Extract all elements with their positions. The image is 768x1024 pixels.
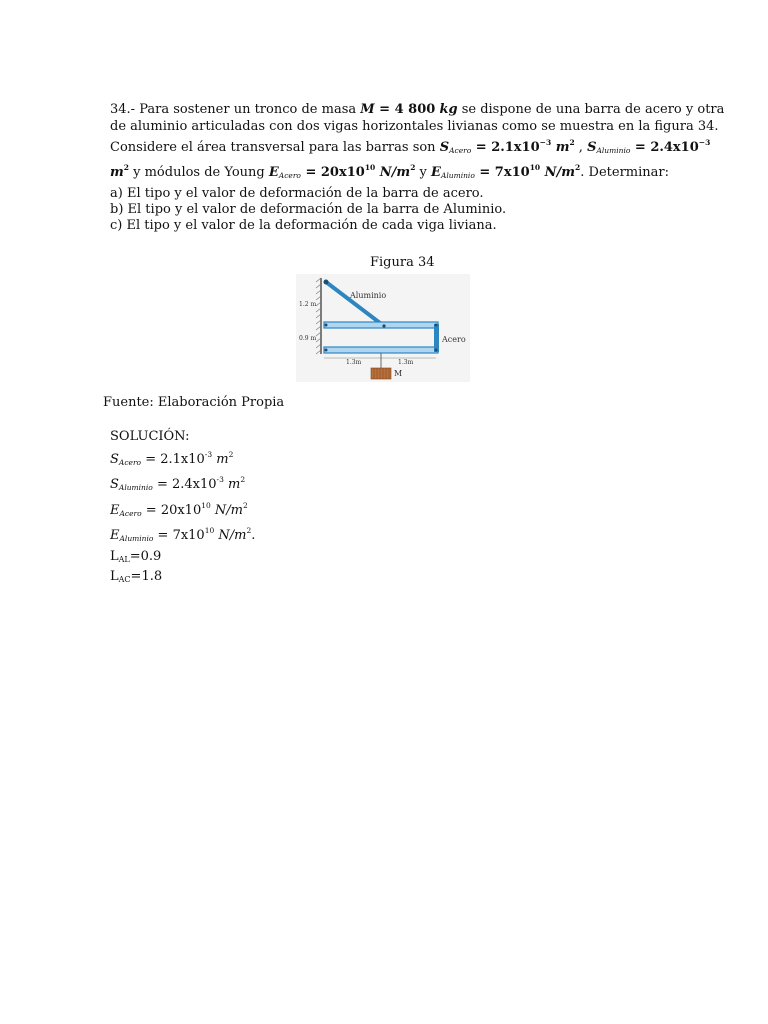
solution-value: = 2.4x10 bbox=[152, 477, 217, 492]
young-steel-unit: N/m bbox=[375, 164, 411, 180]
mass-unit: kg bbox=[439, 102, 458, 117]
solution-exponent: 10 bbox=[204, 526, 215, 535]
questions-list bbox=[110, 186, 506, 234]
solution-block bbox=[110, 428, 255, 589]
problem-text: 34.- Para sostener un tronco de masa bbox=[110, 102, 361, 117]
young-steel-exponent: 10 bbox=[364, 162, 376, 172]
solution-value: =1.8 bbox=[130, 569, 163, 584]
solution-exponent: -3 bbox=[204, 449, 213, 459]
solution-variable: E bbox=[110, 528, 120, 543]
solution-variable: L bbox=[110, 569, 119, 584]
solution-subscript: AC bbox=[118, 575, 131, 584]
question-b: b) El tipo y el valor de deformación de la barra de Aluminio. bbox=[110, 202, 507, 217]
solution-exponent: -3 bbox=[216, 475, 224, 484]
problem-text: y bbox=[415, 164, 432, 180]
solution-unit: m bbox=[223, 477, 241, 492]
solution-text: . bbox=[251, 528, 256, 543]
pin-joint bbox=[325, 324, 328, 327]
area-steel-variable: S bbox=[439, 140, 450, 155]
young-aluminum-subscript: Aluminio bbox=[440, 170, 475, 180]
pin-joint bbox=[325, 349, 328, 352]
separator: , bbox=[574, 140, 588, 155]
problem-text: y módulos de Young bbox=[128, 164, 269, 180]
problem-line-2: de aluminio articuladas con dos vigas horizontales livianas como se muestra en la figura 34. bbox=[110, 118, 719, 134]
solution-exponent: 10 bbox=[201, 500, 211, 510]
problem-statement bbox=[110, 102, 724, 184]
area-steel-unit: m bbox=[551, 140, 570, 155]
young-aluminum-value: = 7x10 bbox=[474, 164, 530, 180]
young-aluminum-exponent: 10 bbox=[529, 162, 541, 172]
young-steel-subscript: Acero bbox=[278, 170, 301, 180]
problem-line-4 bbox=[110, 160, 724, 185]
solution-value: = 7x10 bbox=[153, 528, 205, 543]
mass-value: 4 800 bbox=[394, 102, 436, 117]
dim-top: 1.2 m bbox=[299, 301, 317, 308]
solution-subscript: AL bbox=[118, 554, 130, 564]
area-aluminum-value: = 2.4x10 bbox=[630, 140, 699, 155]
solution-unit-exponent: 2 bbox=[243, 500, 248, 510]
mass-variable: M bbox=[360, 102, 375, 117]
solution-subscript: Aluminio bbox=[118, 483, 153, 492]
solution-unit-exponent: 2 bbox=[228, 449, 234, 459]
young-steel-value: = 20x10 bbox=[300, 164, 365, 180]
problem-text: Considere el área transversal para las barras son bbox=[110, 140, 440, 155]
pin-joint bbox=[382, 324, 385, 327]
area-steel-subscript: Acero bbox=[449, 146, 472, 155]
question-c: c) El tipo y el valor de la deformación de cada viga liviana. bbox=[110, 218, 497, 233]
area-aluminum-subscript: Aluminio bbox=[596, 146, 631, 155]
area-aluminum-unit-exponent: 2 bbox=[123, 162, 129, 172]
solution-value: = 2.1x10 bbox=[141, 451, 205, 467]
problem-line-3 bbox=[110, 135, 724, 160]
area-steel-unit-exponent: 2 bbox=[569, 138, 575, 147]
solution-line-3 bbox=[110, 497, 255, 523]
dim-right: 1.3m bbox=[398, 359, 414, 366]
solution-line-4 bbox=[110, 522, 255, 548]
solution-unit: N/m bbox=[214, 528, 247, 543]
solution-heading: SOLUCIÓN: bbox=[110, 429, 190, 444]
dim-bottom: 0.9 m bbox=[299, 335, 317, 342]
solution-variable: L bbox=[110, 548, 119, 564]
question-a: a) El tipo y el valor de deformación de la barra de acero. bbox=[110, 186, 484, 201]
solution-unit-exponent: 2 bbox=[240, 475, 246, 484]
solution-line-1 bbox=[110, 446, 255, 472]
area-aluminum-exponent: −3 bbox=[698, 138, 711, 147]
solution-unit-exponent: 2 bbox=[246, 526, 252, 535]
source-note: Fuente: Elaboración Propia bbox=[103, 395, 285, 410]
problem-text: se dispone de una barra de acero y otra bbox=[457, 102, 725, 117]
solution-unit: m bbox=[212, 451, 229, 467]
solution-value: = 20x10 bbox=[141, 502, 202, 518]
solution-variable: S bbox=[110, 451, 119, 467]
solution-line-2 bbox=[110, 471, 255, 497]
problem-text: . Determinar: bbox=[580, 164, 669, 180]
problem-line-1 bbox=[110, 102, 724, 119]
solution-subscript: Aluminio bbox=[119, 534, 154, 543]
upper-beam bbox=[324, 322, 438, 328]
area-steel-value: = 2.1x10 bbox=[471, 140, 540, 155]
lower-beam bbox=[324, 347, 438, 353]
solution-value: =0.9 bbox=[129, 548, 162, 564]
pin-joint bbox=[435, 324, 438, 327]
solution-line-6 bbox=[110, 568, 255, 589]
pin-joint bbox=[324, 280, 329, 285]
young-aluminum-unit-exponent: 2 bbox=[575, 162, 581, 172]
solution-subscript: Acero bbox=[119, 508, 142, 518]
label-aluminum: Aluminio bbox=[350, 291, 387, 300]
solution-variable: S bbox=[110, 477, 119, 492]
young-aluminum-unit: N/m bbox=[540, 164, 576, 180]
solution-subscript: Acero bbox=[118, 457, 142, 467]
solution-line-5 bbox=[110, 548, 255, 569]
area-aluminum-unit: m bbox=[110, 164, 124, 180]
label-mass: M bbox=[394, 369, 403, 378]
pin-joint bbox=[435, 349, 438, 352]
area-aluminum-variable: S bbox=[587, 140, 597, 155]
label-steel: Acero bbox=[442, 335, 466, 344]
dim-left: 1.3m bbox=[346, 359, 362, 366]
figure-caption: Figura 34 bbox=[370, 255, 435, 270]
solution-unit: N/m bbox=[210, 502, 243, 518]
solution-variable: E bbox=[110, 502, 120, 518]
young-steel-variable: E bbox=[268, 164, 279, 180]
young-steel-unit-exponent: 2 bbox=[410, 162, 416, 172]
equals-sign: = bbox=[374, 102, 395, 117]
young-aluminum-variable: E bbox=[431, 164, 441, 180]
steel-bar bbox=[434, 324, 439, 352]
area-steel-exponent: −3 bbox=[539, 138, 552, 147]
structure-figure bbox=[296, 274, 470, 382]
